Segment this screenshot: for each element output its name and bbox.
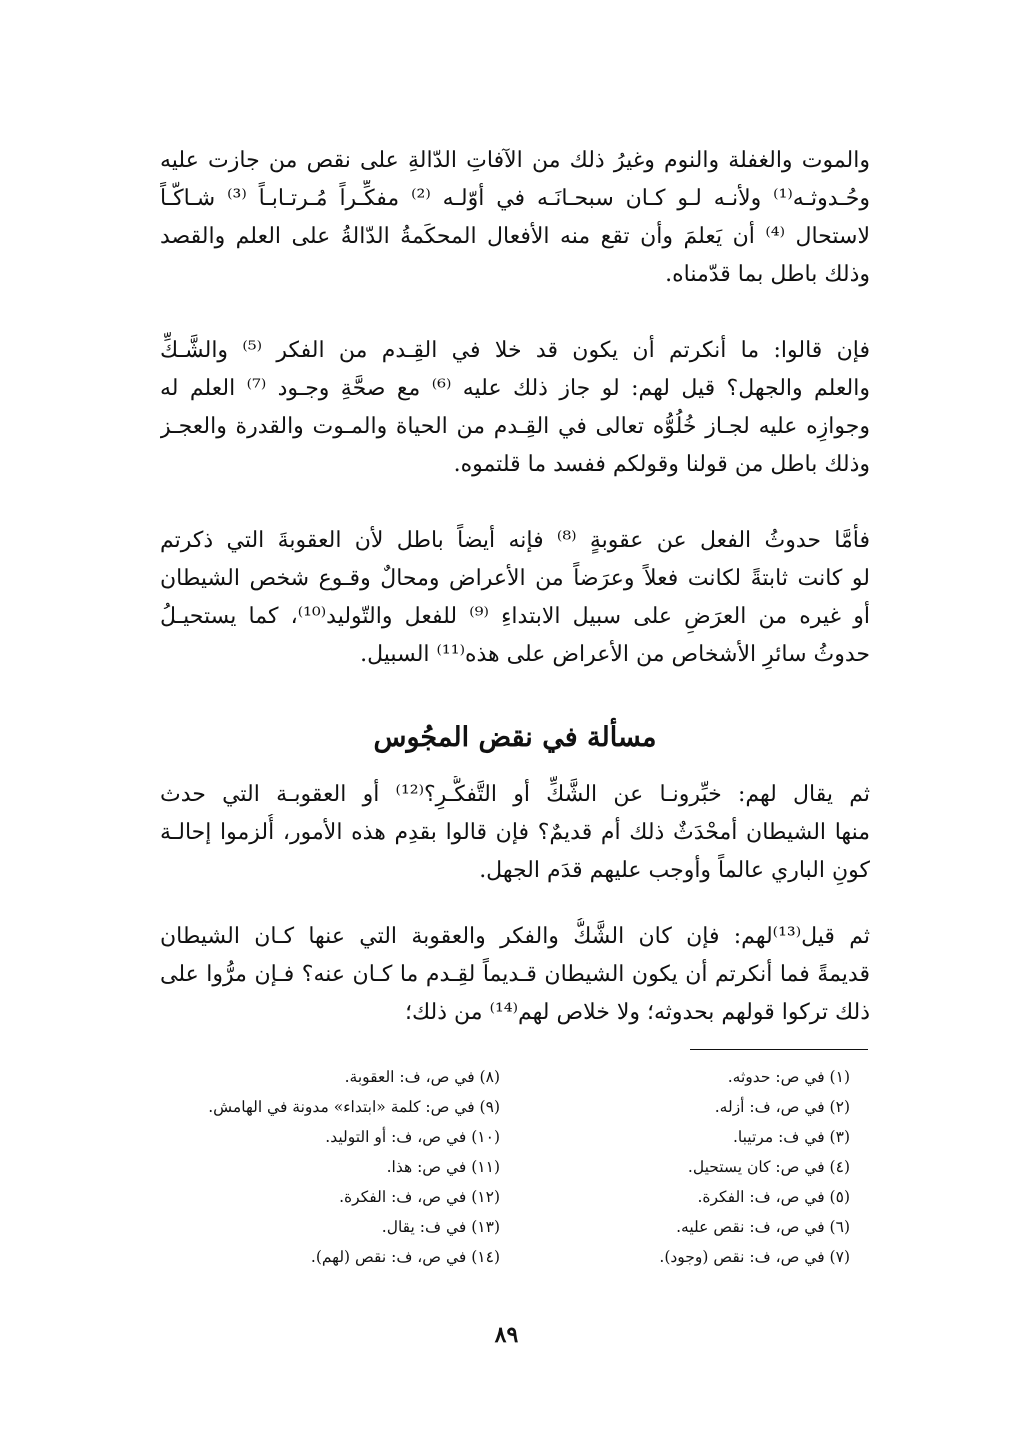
footnote: (٢) في ص، ف: أزله. [714,1098,850,1116]
footnote: (٩) في ص: كلمة «ابتداء» مدونة في الهامش. [208,1098,500,1116]
text-line: ثم قيل⁽¹³⁾لهم: فإن كان الشَّكُّ والفكر والعقوبة التي عنها كـان الشيطان [160,924,870,949]
footnotes-right-column [600,1062,850,1272]
footnote: (٧) في ص، ف: نقص (وجود). [659,1248,850,1266]
paragraph-2 [160,332,870,484]
text-line: والعلم والجهل؟ قيل لهم: لو جاز ذلك عليه ⁽⁶⁾ مع صحَّةِ وجـود ⁽⁷⁾ العلم له [160,376,870,401]
text-line: والموت والغفلة والنوم وغيرُ ذلك من الآفاتِ الدّالةِ على نقص من جازت عليه [160,148,870,173]
section-heading: مسألة في نقض المجُوس [373,722,657,753]
paragraph-4 [160,776,870,890]
text-line: كونِ الباري عالماً وأوجب عليهم قدَم الجهل. [479,858,870,883]
text-line: منها الشيطان أمحْدَثٌ ذلك أم قديمٌ؟ فإن قالوا بقدِم هذه الأمور، أُلزموا إحالـة [160,820,870,845]
footnote: (٣) في ف: مرتيبا. [732,1128,850,1146]
text-line: لاستحال ⁽⁴⁾ أن يَعلمَ وأن تقع منه الأفعال المحكَمةُ الدّالةُ على العلم والقصد [160,224,870,249]
footnote: (٤) في ص: كان يستحيل. [687,1158,850,1176]
footnote: (١) في ص: حدوثه. [727,1068,850,1086]
text-line: ثم يقال لهم: خبِّرونـا عن الشَّكِّ أو التَّفكُّـرِ؟⁽¹²⁾ أو العقوبـة التي حدث [160,782,870,807]
text-line: فأمَّا حدوثُ الفعل عن عقوبةٍ ⁽⁸⁾ فإنه أيضاً باطل لأن العقوبةَ التي ذكرتم [160,528,870,553]
footnote: (٥) في ص، ف: الفكرة. [697,1188,850,1206]
text-line: وذلك باطل بما قدّمناه. [665,262,870,287]
text-line: وذلك باطل من قولنا وقولكم ففسد ما قلتموه. [453,452,870,477]
footnote: (٨) في ص، ف: العقوبة. [344,1068,500,1086]
footnotes-left-column [180,1062,500,1272]
footnote: (٦) في ص، ف: نقص عليه. [676,1218,850,1236]
footnote: (١٢) في ص، ف: الفكرة. [339,1188,500,1206]
text-line: ذلك تركوا قولهم بحدوثه؛ ولا خلاص لهم⁽¹⁴⁾ من ذلك؛ [405,1000,870,1025]
text-line: فإن قالوا: ما أنكرتم أن يكون قد خلا في القِـدم من الفكر ⁽⁵⁾ والشَّـكِّ [160,338,870,363]
paragraph-5 [160,918,870,1032]
text-line: وحُـدوثـه⁽¹⁾ ولأنـه لـو كـان سبحـانَـه في أوّلـه ⁽²⁾ مفكِّـراً مُـرتـابـاً ⁽³⁾ شـاكّـاً [160,186,870,211]
footnote: (١١) في ص: هذا. [386,1158,500,1176]
text-line: وجوازِه عليه لجـاز خُلُوُّه تعالى في القِـدم من الحياة والمـوت والقدرة والعجـز [160,414,870,439]
paragraph-3 [160,522,870,674]
text-line: حدوثُ سائرِ الأشخاص من الأعراض على هذه⁽¹¹⁾ السبيل. [360,642,870,667]
paragraph-1 [160,142,870,294]
text-line: أو غيره من العرَضِ على سبيل الابتداءِ ⁽⁹⁾ للفعل والتّوليد⁽¹⁰⁾، كما يستحيـلُ [160,604,870,629]
text-line: قديمةً فما أنكرتم أن يكون الشيطان قـديماً لقِـدم ما كـان عنه؟ فـإن مرُّوا على [160,962,870,987]
footnote: (١٣) في ف: يقال. [381,1218,500,1236]
text-line: لو كانت ثابتةً لكانت فعلاً وعرَضاً من الأعراض ومحالٌ وقـوع شخص الشيطان [160,566,870,591]
footnote-separator [690,1049,868,1050]
footnote: (١٠) في ص، ف: أو التوليد. [325,1128,500,1146]
page-number: ٨٩ [494,1322,519,1348]
footnote: (١٤) في ص، ف: نقص (لهم). [310,1248,500,1266]
